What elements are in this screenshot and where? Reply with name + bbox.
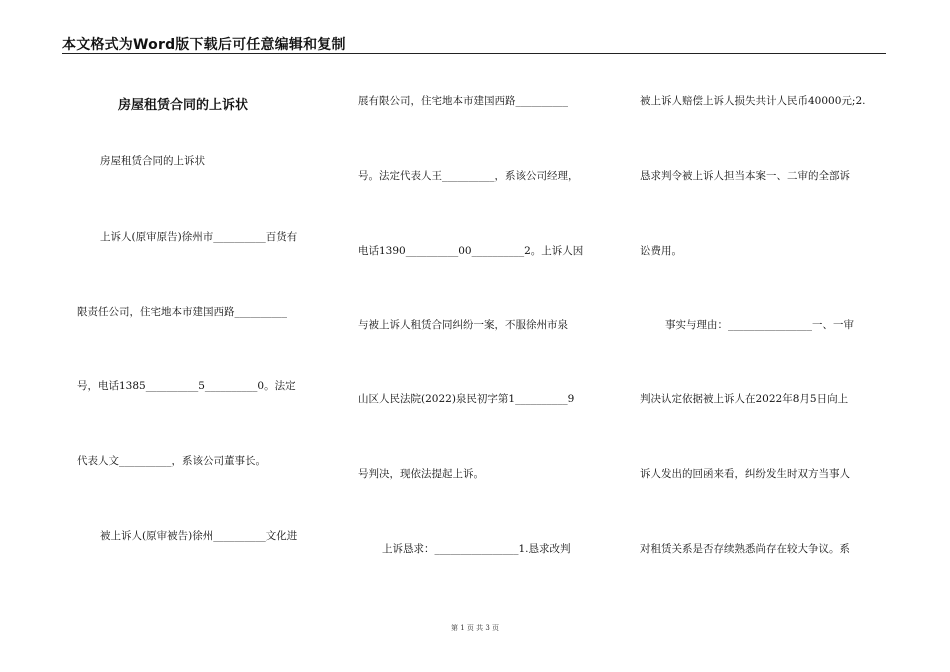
col2-line-5: 山区人民法院(2022)泉民初字第1__________9 bbox=[358, 393, 575, 405]
col3-line-1: 被上诉人赔偿上诉人损失共计人民币40000元;2. bbox=[640, 95, 866, 107]
col3-line-5: 判决认定依据被上诉人在2022年8月5日向上 bbox=[640, 393, 849, 405]
col3-line-3: 讼费用。 bbox=[640, 245, 682, 257]
col2-line-7: 上诉恳求：________________1.恳求改判 bbox=[382, 543, 571, 555]
col1-line-2: 上诉人(原审原告)徐州市__________百货有 bbox=[100, 231, 298, 243]
col3-line-2: 恳求判令被上诉人担当本案一、二审的全部诉 bbox=[640, 170, 850, 182]
col1-line-4: 号，电话1385__________5__________0。法定 bbox=[77, 380, 296, 392]
col1-line-3: 限责任公司，住宅地本市建国西路__________ bbox=[77, 306, 287, 318]
header-title: 本文格式为Word版下载后可任意编辑和复制 bbox=[62, 37, 346, 53]
col1-line-6: 被上诉人(原审被告)徐州__________文化进 bbox=[100, 530, 298, 542]
col2-line-4: 与被上诉人租赁合同纠纷一案，不服徐州市泉 bbox=[358, 319, 568, 331]
col3-line-4: 事实与理由：________________一、一审 bbox=[665, 319, 854, 331]
col1-line-5: 代表人文__________，系该公司董事长。 bbox=[77, 455, 266, 467]
col2-line-2: 号。法定代表人王__________，系该公司经理， bbox=[358, 170, 579, 182]
col2-line-3: 电话1390__________00__________2。上诉人因 bbox=[358, 245, 584, 257]
col3-line-6: 诉人发出的回函来看，纠纷发生时双方当事人 bbox=[640, 468, 850, 480]
col2-line-1: 展有限公司，住宅地本市建国西路__________ bbox=[358, 95, 568, 107]
document-title: 房屋租赁合同的上诉状 bbox=[118, 98, 249, 113]
header-rule bbox=[62, 53, 886, 54]
col3-line-7: 对租赁关系是否存续熟悉尚存在较大争议。系 bbox=[640, 543, 850, 555]
col1-line-1: 房屋租赁合同的上诉状 bbox=[100, 155, 205, 167]
col2-line-6: 号判决，现依法提起上诉。 bbox=[358, 468, 484, 480]
page-footer: 第 1 页 共 3 页 bbox=[450, 624, 500, 632]
